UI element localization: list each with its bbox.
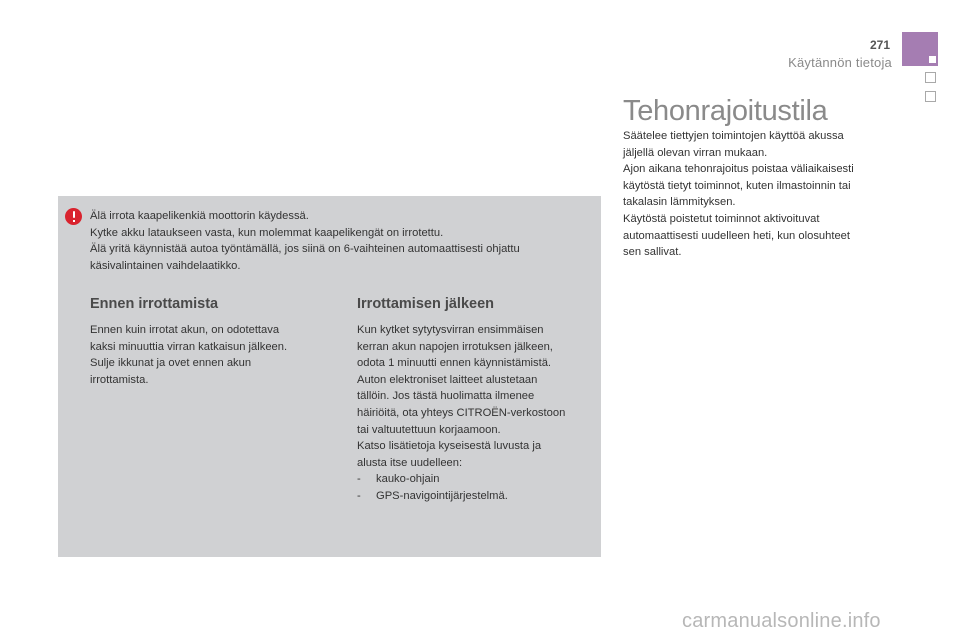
body-line: Ajon aikana tehonrajoitus poistaa väliaikaisesti xyxy=(623,163,854,176)
after-line: kerran akun napojen irrotuksen jälkeen, xyxy=(357,340,553,353)
before-heading: Ennen irrottamista xyxy=(90,296,219,312)
warning-text xyxy=(90,208,590,274)
chapter-tab[interactable] xyxy=(902,32,938,66)
section-label: Käytännön tietoja xyxy=(788,55,892,70)
before-text xyxy=(90,322,340,388)
battery-info-panel xyxy=(58,196,601,557)
chapter-tab-marker xyxy=(929,56,936,63)
before-line: irrottamista. xyxy=(90,373,149,386)
warning-line: Älä yritä käynnistää autoa työntämällä, jos siinä on 6-vaihteinen automaattisesti ohjattu xyxy=(90,243,520,256)
body-line: automaattisesti uudelleen heti, kun olosuhteet xyxy=(623,229,851,242)
after-heading: Irrottamisen jälkeen xyxy=(357,296,494,312)
warning-line: käsivalintainen vaihdelaatikko. xyxy=(90,259,241,272)
after-disconnecting-column xyxy=(357,295,607,505)
before-disconnecting-column xyxy=(90,295,340,388)
list-item xyxy=(357,488,607,505)
list-dash: - xyxy=(357,473,361,486)
list-dash: - xyxy=(357,489,361,502)
section-body xyxy=(623,128,893,261)
watermark: carmanualsonline.info xyxy=(682,610,881,632)
before-line: kaksi minuuttia virran katkaisun jälkeen. xyxy=(90,340,288,353)
list-item-text: kauko-ohjain xyxy=(376,473,440,486)
body-line: jäljellä olevan virran mukaan. xyxy=(623,146,768,159)
warning-line: Kytke akku lataukseen vasta, kun molemmat kaapelikengät on irrotettu. xyxy=(90,226,444,239)
after-line: odota 1 minuutti ennen käynnistämistä. xyxy=(357,357,552,370)
after-line: tällöin. Jos tästä huolimatta ilmenee xyxy=(357,390,535,403)
list-item xyxy=(357,471,607,488)
chapter-square-1[interactable] xyxy=(925,72,936,83)
section-title: Tehonrajoitustila xyxy=(623,95,828,127)
power-saving-section xyxy=(623,95,893,261)
after-line: Kun kytket sytytysvirran ensimmäisen xyxy=(357,324,544,336)
before-line: Sulje ikkunat ja ovet ennen akun xyxy=(90,357,252,370)
after-text xyxy=(357,322,607,471)
warning-exclamation-icon xyxy=(65,208,82,225)
body-line: Säätelee tiettyjen toimintojen käyttöä akussa xyxy=(623,130,844,142)
after-line: alusta itse uudelleen: xyxy=(357,456,463,469)
body-line: takalasin lämmityksen. xyxy=(623,196,736,209)
page-number: 271 xyxy=(869,38,890,52)
after-line: tai valtuutettuun korjaamoon. xyxy=(357,423,501,436)
after-line: häiriöitä, ota yhteys CITROËN-verkostoon xyxy=(357,406,566,419)
before-line: Ennen kuin irrotat akun, on odotettava xyxy=(90,324,280,336)
after-line: Auton elektroniset laitteet alustetaan xyxy=(357,373,538,386)
body-line: käytöstä tietyt toiminnot, kuten ilmastoinnin tai xyxy=(623,179,851,192)
chapter-square-2[interactable] xyxy=(925,91,936,102)
reinit-list xyxy=(357,471,607,504)
after-line: Katso lisätietoja kyseisestä luvusta ja xyxy=(357,440,542,453)
body-line: sen sallivat. xyxy=(623,246,682,259)
list-item-text: GPS-navigointijärjestelmä. xyxy=(376,489,508,502)
body-line: Käytöstä poistetut toiminnot aktivoituvat xyxy=(623,212,820,225)
warning-line: Älä irrota kaapelikenkiä moottorin käydessä. xyxy=(90,210,309,222)
